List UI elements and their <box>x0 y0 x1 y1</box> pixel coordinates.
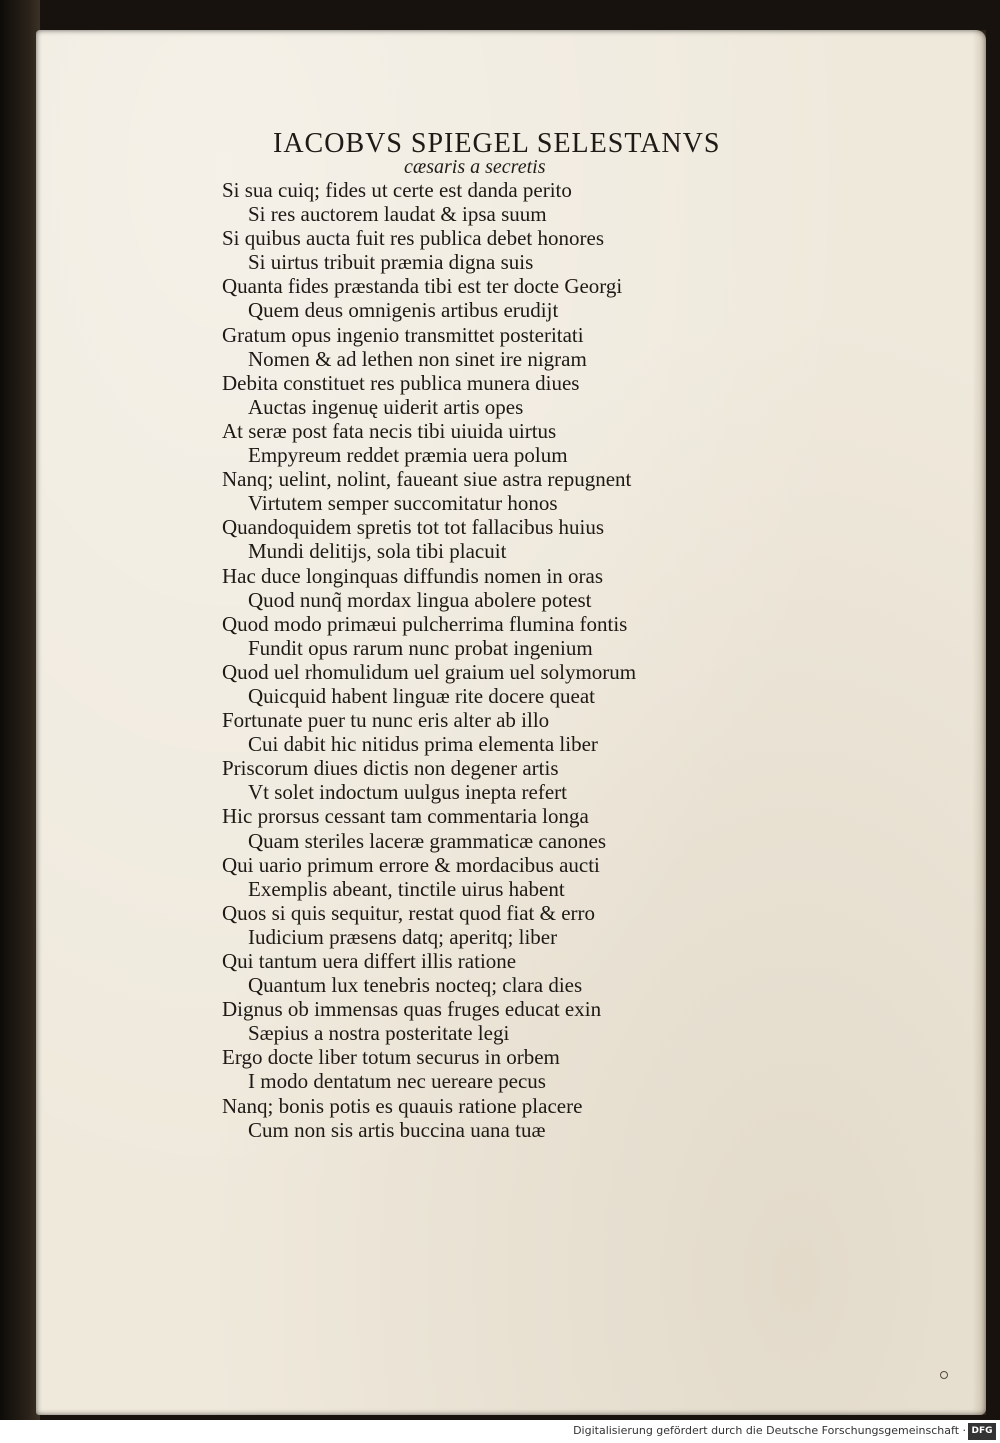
poem-line: Cum non sis artis buccina uana tuæ <box>248 1117 546 1142</box>
poem-line: Si res auctorem laudat & ipsa suum <box>248 202 547 227</box>
poem-line: Quod modo primæui pulcherrima flumina fontis <box>222 611 628 636</box>
page-edge-shadow <box>972 30 986 1415</box>
book-spine <box>0 0 40 1420</box>
poem-line: I modo dentatum nec uereare pecus <box>248 1069 546 1094</box>
poem-line: Qui uario primum errore & mordacibus aucti <box>222 852 600 877</box>
poem-subheading: cæsaris a secretis <box>404 156 546 178</box>
poem-line: Dignus ob immensas quas fruges educat exin <box>222 997 602 1022</box>
poem-line: Gratum opus ingenio transmittet posteritati <box>222 322 584 347</box>
poem-line: Cui dabit hic nitidus prima elementa liber <box>248 732 598 757</box>
poem-line: Exemplis abeant, tinctile uirus habent <box>248 876 565 901</box>
dfg-logo[interactable]: DFG <box>968 1423 996 1440</box>
poem-line: Si sua cuiq; fides ut certe est danda perito <box>222 178 572 202</box>
page-mark <box>940 1371 948 1379</box>
poem-line: Sæpius a nostra posteritate legi <box>248 1021 510 1046</box>
poem-line: Quem deus omnigenis artibus erudijt <box>248 298 559 323</box>
poem-line: At seræ post fata necis tibi uiuida uirtus <box>222 418 557 443</box>
poem-line: Debita constituet res publica munera diues <box>222 370 580 395</box>
poem-line: Quanta fides præstanda tibi est ter docte Georgi <box>222 274 623 299</box>
poem-line: Fundit opus rarum nunc probat ingenium <box>248 635 593 660</box>
funding-credit: Digitalisierung gefördert durch die Deutsche Forschungsgemeinschaft · <box>573 1424 966 1437</box>
poem-line: Hic prorsus cessant tam commentaria longa <box>222 804 589 829</box>
poem-heading: IACOBVS SPIEGEL SELESTANVS <box>273 128 721 159</box>
poem-line: Virtutem semper succomitatur honos <box>248 491 558 516</box>
poem-line: Nanq; uelint, nolint, faueant siue astra repugnent <box>222 467 632 492</box>
poem-line: Si uirtus tribuit præmia digna suis <box>248 250 534 275</box>
poem-line: Iudicium præsens datq; aperitq; liber <box>248 924 558 949</box>
poem-line: Empyreum reddet præmia uera polum <box>248 443 568 468</box>
poem-line: Vt solet indoctum uulgus inepta refert <box>248 780 568 805</box>
poem-line: Quandoquidem spretis tot tot fallacibus huius <box>222 515 605 540</box>
poem-line: Quod nunq̃ mordax lingua abolere potest <box>248 587 592 612</box>
poem-line: Mundi delitijs, sola tibi placuit <box>248 539 507 564</box>
poem-line: Quos si quis sequitur, restat quod fiat & erro <box>222 900 596 925</box>
poem-line: Quantum lux tenebris nocteq; clara dies <box>248 973 583 998</box>
poem-line: Auctas ingenuę uiderit artis opes <box>248 394 524 419</box>
poem-line: Quicquid habent linguæ rite docere queat <box>248 683 595 708</box>
poem-line: Qui tantum uera differt illis ratione <box>222 949 517 973</box>
poem-line: Si quibus aucta fuit res publica debet honores <box>222 226 604 251</box>
poem-line: Quam steriles laceræ grammaticæ canones <box>248 828 607 853</box>
poem-line: Nanq; bonis potis es quauis ratione placere <box>222 1093 583 1118</box>
poem-line: Priscorum diues dictis non degener artis <box>222 756 559 781</box>
poem-line: Quod uel rhomulidum uel graium uel solymorum <box>222 659 637 684</box>
poem-line: Ergo docte liber totum securus in orbem <box>222 1045 560 1070</box>
footer-bar <box>0 1420 1000 1443</box>
poem-line: Fortunate puer tu nunc eris alter ab illo <box>222 708 550 733</box>
poem-line: Hac duce longinquas diffundis nomen in oras <box>222 563 604 588</box>
poem-lines <box>222 178 822 1142</box>
poem-line: Nomen & ad lethen non sinet ire nigram <box>248 346 587 371</box>
